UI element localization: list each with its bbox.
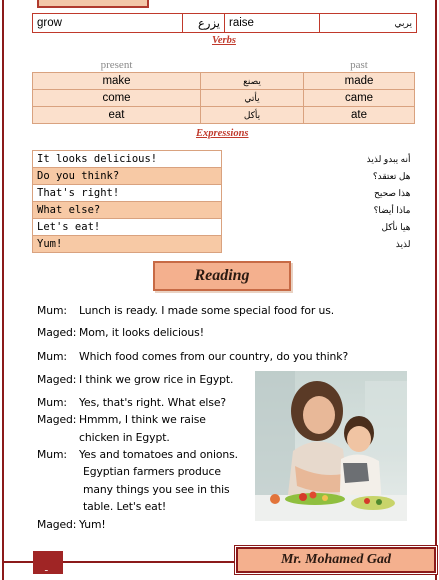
expression-row bbox=[33, 219, 415, 236]
expression-row bbox=[33, 202, 415, 219]
verb-row bbox=[33, 107, 415, 124]
author-box bbox=[236, 547, 436, 573]
expression-arabic: لذيذ bbox=[395, 238, 411, 249]
dialog-speaker: Mum: bbox=[37, 350, 67, 363]
expression-arabic: هيا نأكل bbox=[381, 221, 411, 232]
expression-row bbox=[33, 185, 415, 202]
expression-english: Let's eat! bbox=[33, 219, 222, 236]
verbs-title: Verbs bbox=[212, 35, 236, 46]
author-name: Mr. Mohamed Gad bbox=[280, 552, 392, 567]
dialog-speaker: Maged: bbox=[37, 373, 77, 386]
dialog-speaker: Mum: bbox=[37, 304, 67, 317]
dialog-text: chicken in Egypt. bbox=[79, 431, 170, 444]
verb-past: ate bbox=[304, 107, 415, 124]
dialog-text: Lunch is ready. I made some special food for us. bbox=[79, 304, 335, 317]
dialog-text: Yes, that's right. What else? bbox=[79, 396, 227, 409]
verb-arabic: يأكل bbox=[201, 107, 304, 124]
dialog-speaker: Mum: bbox=[37, 396, 67, 409]
dialog-text: Which food comes from our country, do you think? bbox=[79, 350, 349, 363]
verb-present: make bbox=[33, 73, 201, 90]
expression-arabic: أنه يبدو لذيذ bbox=[366, 153, 411, 164]
dialog-speaker: Maged: bbox=[37, 326, 77, 339]
verb-arabic: يصنع bbox=[201, 73, 304, 90]
expression-row bbox=[33, 151, 415, 168]
present-header: present bbox=[100, 59, 133, 71]
cooking-photo bbox=[255, 371, 407, 521]
reading-title: Reading bbox=[194, 267, 250, 284]
dialog-speaker: Maged: bbox=[37, 518, 77, 531]
expression-english: Do you think? bbox=[33, 168, 222, 185]
dialog-text: I think we grow rice in Egypt. bbox=[79, 373, 234, 386]
dialog-text: Yum! bbox=[79, 518, 106, 531]
expressions-table bbox=[32, 150, 415, 253]
vocab-row bbox=[32, 13, 417, 33]
expression-arabic: هذا صحيح bbox=[374, 187, 411, 198]
dialog-text: Egyptian farmers produce bbox=[83, 465, 221, 478]
past-header: past bbox=[350, 59, 368, 71]
verb-row bbox=[33, 90, 415, 107]
vocab-word-raise: raise bbox=[225, 14, 320, 32]
expression-arabic: ماذا أيضا؟ bbox=[373, 204, 411, 215]
vocab-arabic-raise: يربي bbox=[394, 17, 412, 28]
dialog-speaker: Mum: bbox=[37, 448, 67, 461]
page-frame-left bbox=[2, 0, 4, 580]
dialog-text: Hmmm, I think we raise bbox=[79, 413, 206, 426]
header-tab bbox=[37, 0, 149, 8]
verb-present: come bbox=[33, 90, 201, 107]
expression-english: It looks delicious! bbox=[33, 151, 222, 168]
verb-present: eat bbox=[33, 107, 201, 124]
verb-past: came bbox=[304, 90, 415, 107]
expression-arabic: هل تعتقد؟ bbox=[372, 170, 411, 181]
dialog-text: many things you see in this bbox=[83, 483, 230, 496]
dialog-text: table. Let's eat! bbox=[83, 500, 167, 513]
expression-english: That's right! bbox=[33, 185, 222, 202]
page-number: ـ bbox=[33, 551, 63, 574]
verb-past: made bbox=[304, 73, 415, 90]
vocab-word-grow: grow bbox=[33, 14, 183, 32]
expression-english: What else? bbox=[33, 202, 222, 219]
dialog-text: Mom, it looks delicious! bbox=[79, 326, 204, 339]
page-frame-right bbox=[435, 0, 437, 580]
vocab-arabic-grow: يزرع bbox=[183, 14, 225, 32]
verbs-table bbox=[32, 58, 415, 124]
dialog-text: Yes and tomatoes and onions. bbox=[79, 448, 239, 461]
expression-english: Yum! bbox=[33, 236, 222, 253]
dialog-speaker: Maged: bbox=[37, 413, 77, 426]
verb-arabic: يأتي bbox=[201, 90, 304, 107]
expressions-title: Expressions bbox=[196, 128, 249, 139]
expression-row bbox=[33, 236, 415, 253]
expression-row bbox=[33, 168, 415, 185]
verb-row bbox=[33, 73, 415, 90]
reading-title-box bbox=[153, 261, 291, 291]
